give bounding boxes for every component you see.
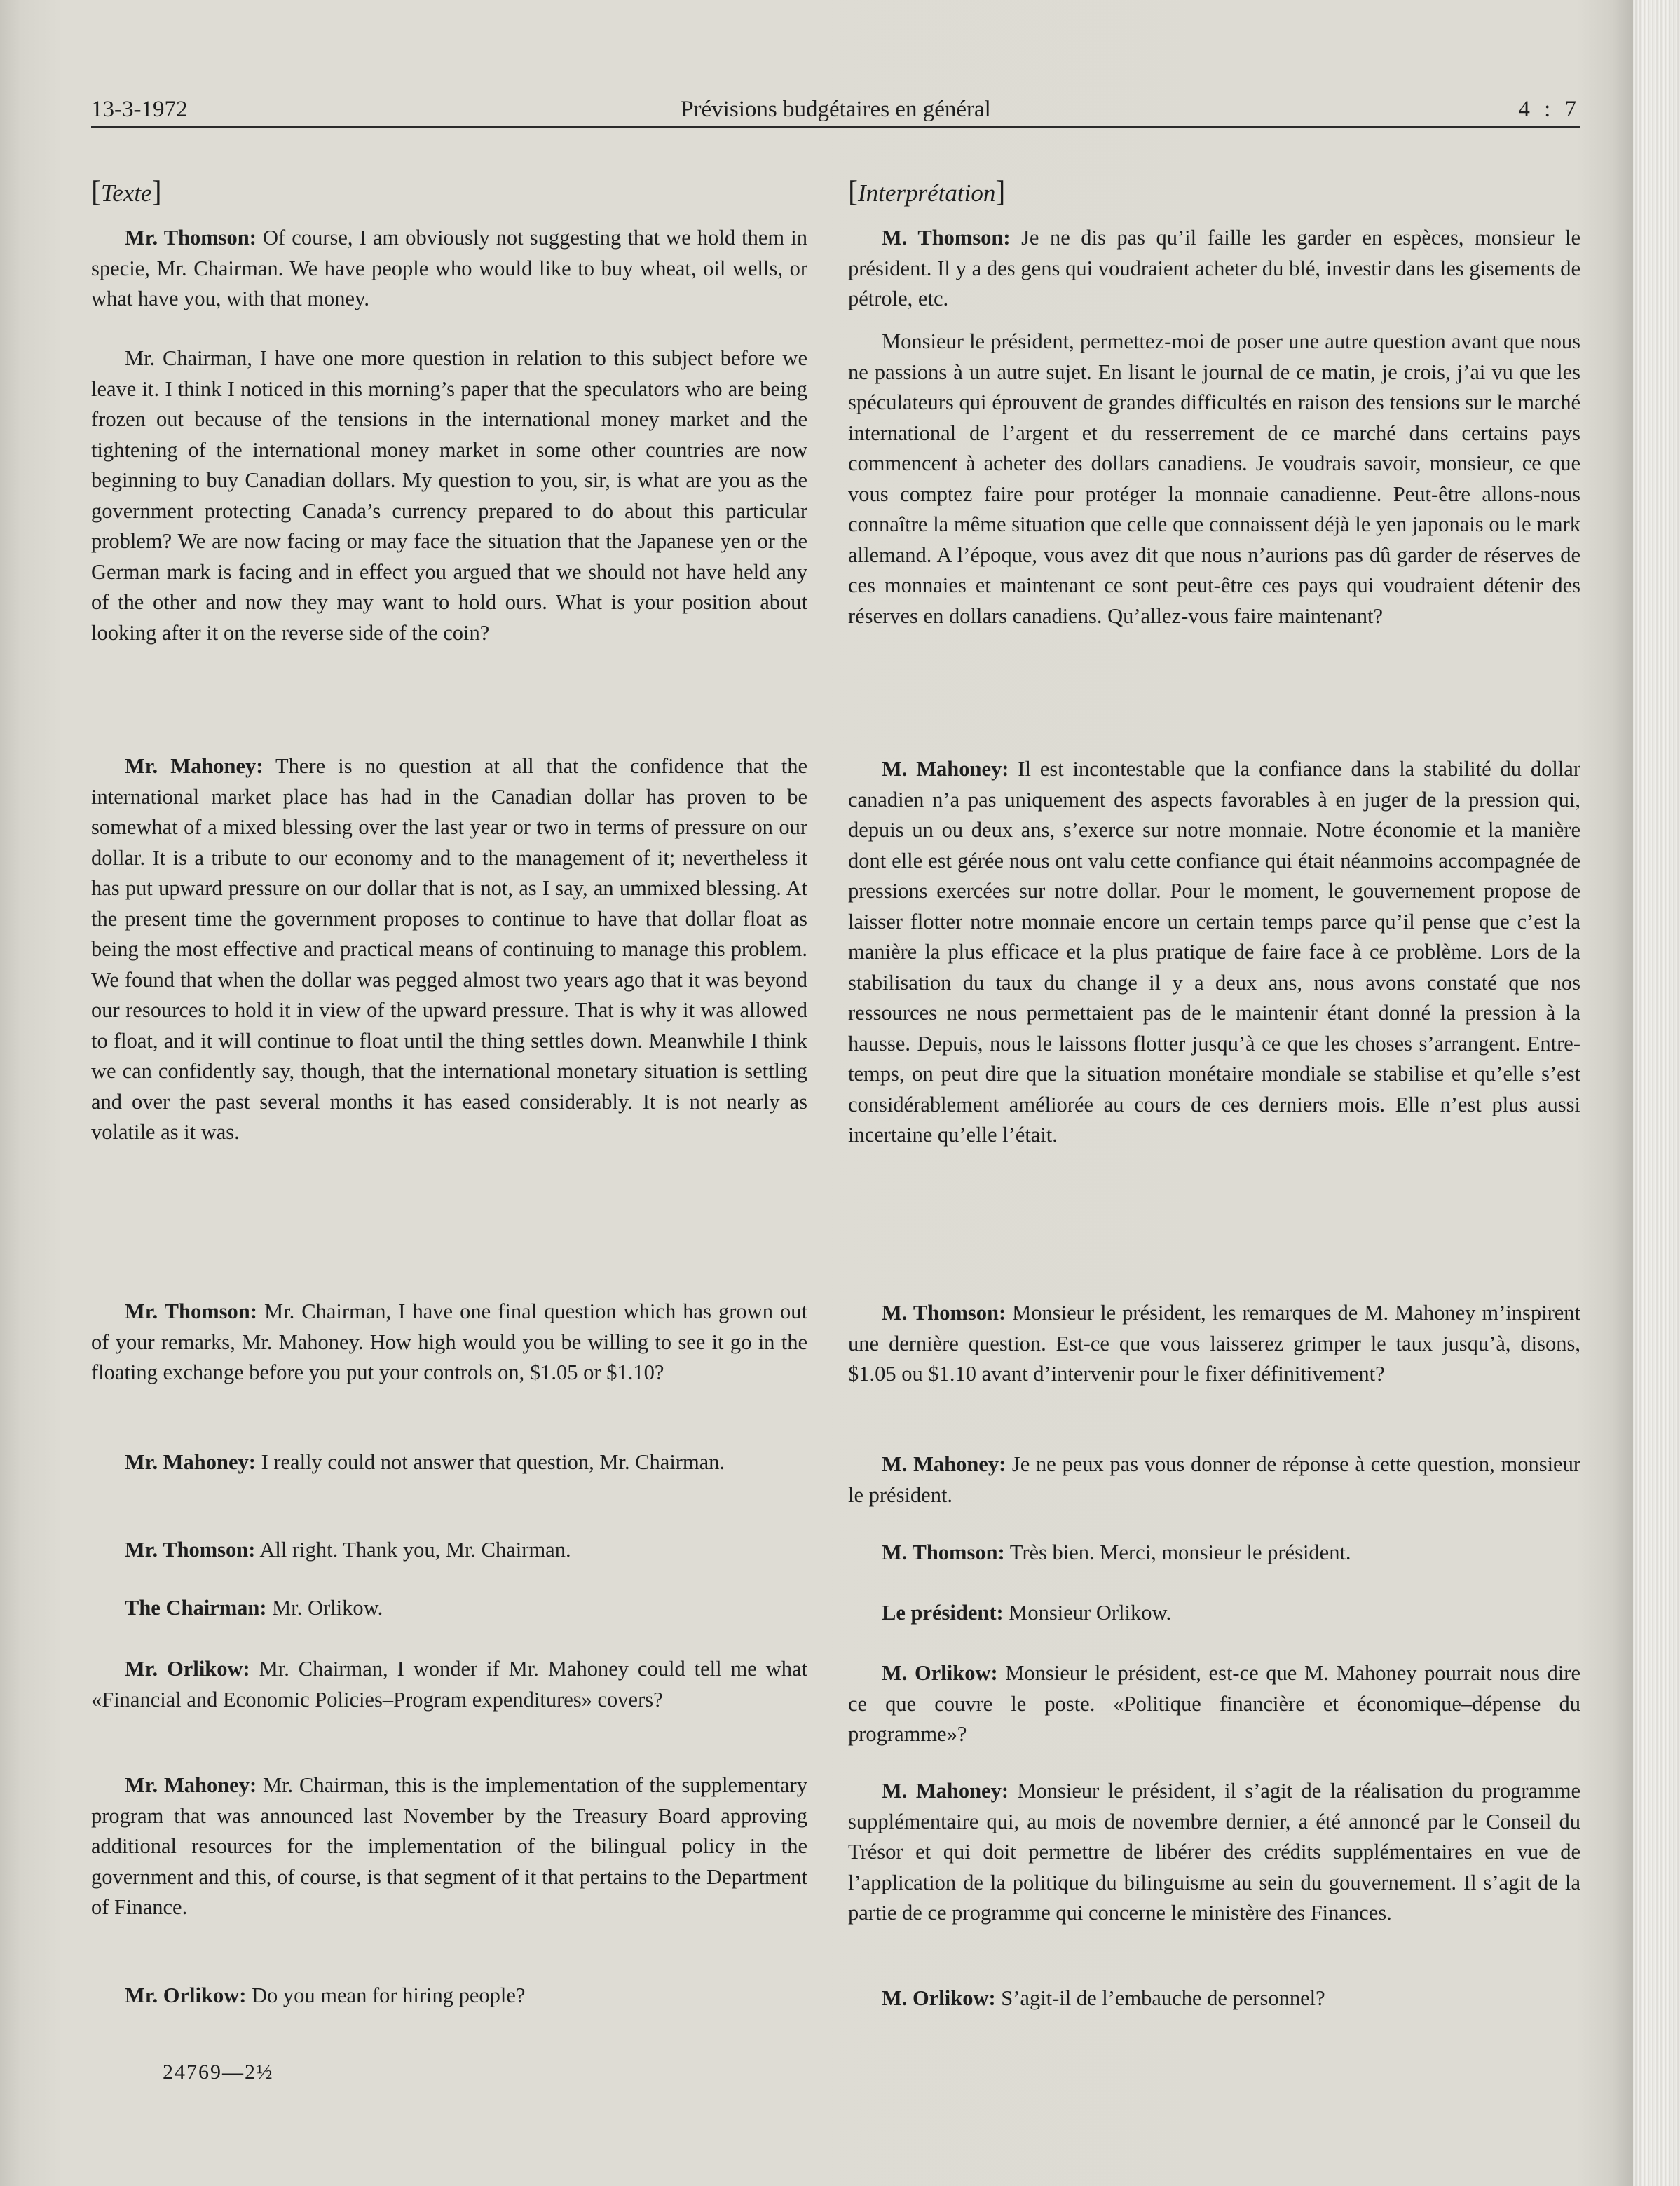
paragraph — [848, 1538, 1580, 1569]
paragraph-text: There is no question at all that the confidence that the international market place has had in the Canadian dollar has proven to be somewhat of a mixed blessing over the last year or two in terms of pressure on our dollar. It is a tribute to our economy and to the management of it; nevertheless it has put upward pressure on our dollar that is not, as I say, an ummixed blessing. At the present time the government proposes to continue to have that dollar float as being the most effective and practical means of continuing to manage this problem. We found that when the dollar was pegged almost two years ago that it was beyond our resources to hold it in view of the upward pressure. That is why it was allowed to float, and it will continue to float until the thing settles down. Meanwhile I think we can confidently say, though, that the international monetary situation is settling and over the past several months it has eased considerably. It is not nearly as volatile as it was. — [91, 754, 807, 1144]
header-date: 13-3-1972 — [91, 97, 188, 122]
paragraph-text: Monsieur le président, il s’agit de la réalisation du programme supplémentaire qui, au mois de novembre dernier, a été annoncé par le Conseil du Trésor et qui doit permettre de libérer des crédits supplémentaires en vue de l’application de la politique du bilinguisme au sein du gouvernement. Il s’agit de la partie de ce programme qui concerne le ministère des Finances. — [848, 1779, 1581, 1925]
paragraph — [91, 1447, 807, 1478]
speaker-name: Mr. Mahoney: — [125, 1450, 256, 1474]
paragraph-text: Do you mean for hiring people? — [252, 1983, 526, 2007]
paragraph-text: Très bien. Merci, monsieur le président. — [1009, 1541, 1351, 1564]
paragraph-text: Mr. Chairman, this is the implementation of the supplementary program that was announced last November by the Treasury Board approving additional resources for the implementation of the bilingual policy in the government and this, of course, is that segment of it that pertains to the Department of Finance. — [91, 1773, 808, 1919]
speaker-name: Mr. Thomson: — [125, 1299, 257, 1323]
speaker-name: M. Thomson: — [882, 1301, 1006, 1325]
paragraph — [848, 327, 1580, 631]
paragraph — [848, 1449, 1580, 1510]
speaker-name: M. Orlikow: — [882, 1661, 998, 1685]
speaker-name: Mr. Mahoney: — [125, 754, 264, 778]
paragraph — [848, 1658, 1580, 1750]
paragraph-text: S’agit-il de l’embauche de personnel? — [1001, 1986, 1325, 2010]
paragraph-text: Je ne peux pas vous donner de réponse à cette question, monsieur le président. — [848, 1452, 1580, 1507]
paragraph — [91, 1593, 807, 1624]
speaker-name: Mr. Mahoney: — [125, 1773, 257, 1797]
paragraph — [848, 223, 1580, 315]
paragraph-text: Mr. Orlikow. — [272, 1596, 383, 1620]
speaker-name: Mr. Thomson: — [125, 226, 257, 250]
paragraph-text: Monsieur le président, est-ce que M. Mahoney pourrait nous dire ce que couvre le poste. «Politique financière et économique–dépense du programme»? — [848, 1661, 1581, 1746]
speaker-name: Mr. Orlikow: — [125, 1657, 250, 1681]
header-title: Prévisions budgétaires en général — [681, 97, 991, 122]
speaker-name: M. Mahoney: — [882, 1779, 1009, 1803]
paragraph-text: All right. Thank you, Mr. Chairman. — [259, 1538, 571, 1562]
paragraph — [91, 1297, 807, 1388]
header-page-number: 4 : 7 — [1518, 97, 1580, 122]
section-label-texte: [Texte] — [91, 176, 162, 208]
speaker-name: Mr. Thomson: — [125, 1538, 256, 1562]
page-edge — [1633, 0, 1680, 2186]
speaker-name: M. Thomson: — [882, 226, 1011, 250]
paragraph — [91, 1654, 807, 1715]
speaker-name: M. Orlikow: — [882, 1986, 996, 2010]
paragraph-text: I really could not answer that question, Mr. Chairman. — [261, 1450, 725, 1474]
speaker-name: M. Mahoney: — [882, 757, 1009, 781]
printer-code: 24769—2½ — [163, 2061, 274, 2084]
paragraph-text: Of course, I am obviously not suggesting that we hold them in specie, Mr. Chairman. We have people who would like to buy wheat, oil wells, or what have you, with that money. — [91, 226, 807, 310]
running-header — [91, 93, 1580, 128]
paragraph — [91, 1770, 807, 1923]
paragraph — [848, 754, 1580, 1151]
paragraph — [848, 1598, 1580, 1629]
speaker-name: M. Mahoney: — [882, 1452, 1006, 1476]
paragraph-text: Monsieur Orlikow. — [1009, 1601, 1172, 1625]
paragraph — [91, 1535, 807, 1566]
paragraph-text: Mr. Chairman, I have one final question which has grown out of your remarks, Mr. Mahoney. How high would you be willing to see it go in the floating exchange before you put your controls on, $1.05 or $1.10? — [91, 1299, 808, 1384]
speaker-name: M. Thomson: — [882, 1541, 1005, 1564]
paragraph-text: Il est incontestable que la confiance dans la stabilité du dollar canadien n’a pas uniquement des aspects favorables à en juger de la pression qui, depuis un ou deux ans, s’exerce sur notre monnaie. Notre économie et la manière dont elle est gérée nous ont valu cette confiance qui était néanmoins accompagnée de pressions exercées sur notre dollar. Pour le moment, le gouvernement propose de laisser flotter notre monnaie encore un certain temps parce qu’il pense que c’est la manière la plus efficace et la plus pratique de faire face à ce problème. Lors de la stabilisation du taux du change il y a deux ans, nous avons constaté que nos ressources ne nous permettaient pas de le maintenir étant donné la pression à la hausse. Depuis, nous le laissons flotter jusqu’à ce que les choses s’arrangent. Entre-temps, on peut dire que la situation monétaire mondiale se stabilise et qu’elle s’est considérablement améliorée au cours de ces derniers mois. Elle n’est plus aussi incertaine qu’elle l’était. — [848, 757, 1580, 1147]
speaker-name: Mr. Orlikow: — [125, 1983, 247, 2007]
english-column — [91, 175, 808, 2007]
paragraph — [848, 1983, 1580, 2014]
paragraph — [91, 1981, 807, 2011]
paragraph — [91, 223, 807, 315]
french-column — [848, 175, 1581, 2010]
paragraph-text: Monsieur le président, les remarques de M. Mahoney m’inspirent une dernière question. Est-ce que vous laisserez grimper le taux jusqu’à, disons, $1.05 ou $1.10 avant d’intervenir pour le fixer définitivement? — [848, 1301, 1581, 1386]
paragraph-text: Je ne dis pas qu’il faille les garder en espèces, monsieur le président. Il y a des gens qui voudraient acheter du blé, investir dans les gisements de pétrole, etc. — [848, 226, 1581, 310]
paragraph-text: Monsieur le président, permettez-moi de poser une autre question avant que nous ne passions à un autre sujet. En lisant le journal de ce matin, je crois, j’ai vu que les spéculateurs qui éprouvent de grandes difficultés en raison des tensions sur le marché international de l’argent et du resserrement de ce marché dans certains pays commencent à acheter des dollars canadiens. Je voudrais savoir, monsieur, ce que vous comptez faire pour protéger la monnaie canadienne. Peut-être allons-nous connaître la même situation que celle que connaissent déjà le yen japonais ou le mark allemand. A l’époque, vous avez dit que nous n’aurions pas dû garder de réserves de ces monnaies et maintenant ce sont peut-être ces pays qui voudraient détenir des réserves en dollars canadiens. Qu’allez-vous faire maintenant? — [848, 329, 1580, 628]
paragraph — [848, 1776, 1580, 1929]
paragraph-text: Mr. Chairman, I wonder if Mr. Mahoney could tell me what «Financial and Economic Policies–Program expenditures» covers? — [91, 1657, 807, 1712]
paragraph — [91, 751, 807, 1148]
paragraph-text: Mr. Chairman, I have one more question in relation to this subject before we leave it. I think I noticed in this morning’s paper that the speculators who are being frozen out because of the tensions in the international money market and the tightening of the international money market in some other countries are now beginning to buy Canadian dollars. My question to you, sir, is what are you as the government protecting Canada’s currency prepared to do about this particular problem? We are now facing or may face the situation that the Japanese yen or the German mark is facing and in effect you argued that we should not have held any of the other and now they may want to hold ours. What is your position about looking after it on the reverse side of the coin? — [91, 346, 807, 645]
paragraph — [91, 343, 807, 648]
speaker-name: The Chairman: — [125, 1596, 267, 1620]
paragraph — [848, 1298, 1580, 1390]
section-label-interpretation: [Interprétation] — [848, 176, 1006, 208]
speaker-name: Le président: — [882, 1601, 1004, 1625]
